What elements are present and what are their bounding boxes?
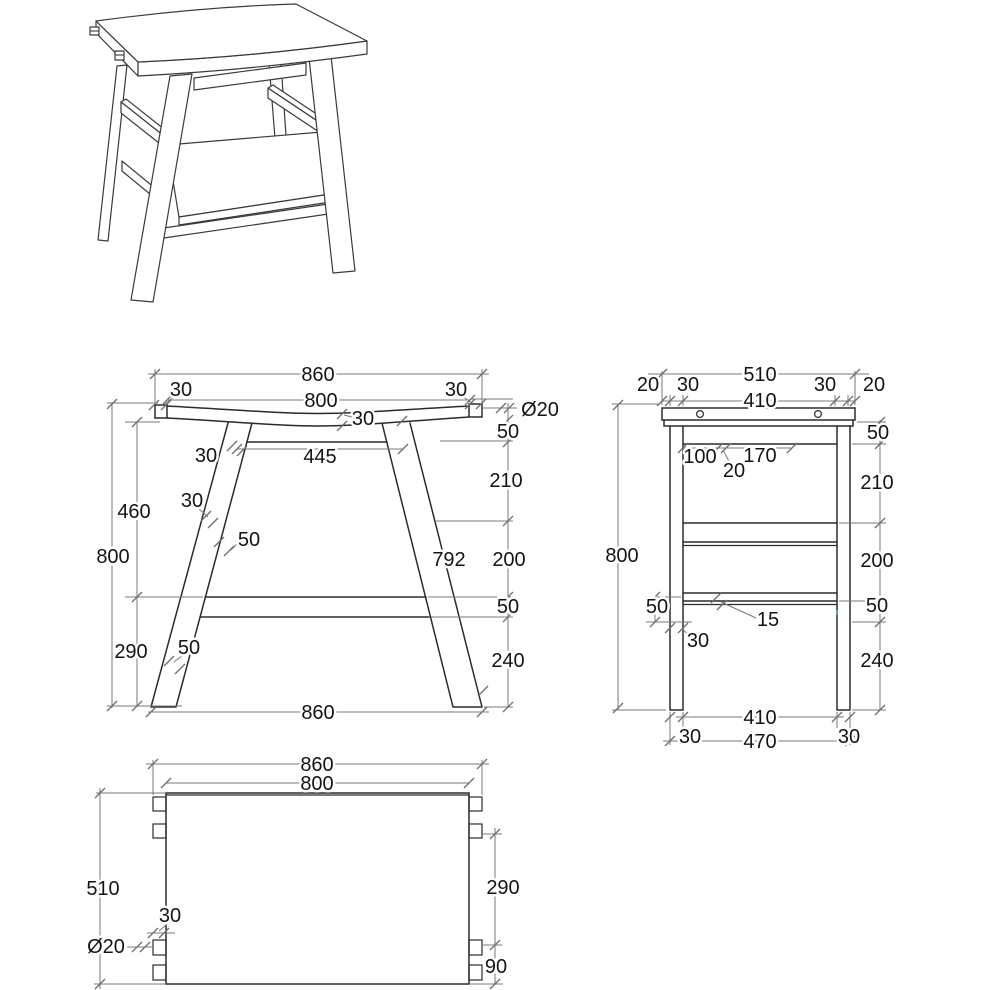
dim-side-overall-height: 800 bbox=[605, 545, 639, 567]
side-left-leg bbox=[670, 426, 683, 710]
dim-front-overall-width: 860 bbox=[301, 364, 335, 386]
dim-front-stretcher-height: 50 bbox=[496, 596, 520, 618]
dim-side-stretcher-height: 50 bbox=[865, 595, 889, 617]
dim-side-foot-left: 30 bbox=[678, 726, 702, 748]
front-view bbox=[96, 364, 559, 724]
dim-side-hole-diameter: 20 bbox=[722, 460, 746, 482]
plan-view bbox=[86, 754, 519, 989]
dim-front-upper-height: 460 bbox=[117, 501, 151, 523]
dim-front-leg-length: 792 bbox=[432, 549, 466, 571]
dim-side-leg-right: 30 bbox=[813, 374, 837, 396]
seat-lip bbox=[664, 420, 853, 426]
side-view bbox=[605, 364, 893, 753]
seat-right-cap bbox=[469, 404, 482, 417]
side-upper-stretcher bbox=[683, 523, 837, 542]
seat-outline bbox=[166, 793, 469, 984]
leg-tab-right-3 bbox=[469, 940, 482, 955]
dowel-hole-1 bbox=[697, 411, 704, 418]
dim-side-overhang-right: 20 bbox=[862, 374, 886, 396]
dim-front-feet-span: 860 bbox=[301, 702, 335, 724]
seat-bottom-edge bbox=[167, 417, 469, 426]
dim-front-lower-height: 290 bbox=[114, 641, 148, 663]
dim-side-inner-span-top: 410 bbox=[743, 390, 777, 412]
dim-side-inner-span-bottom: 410 bbox=[743, 707, 777, 729]
dim-side-leg-width-low: 30 bbox=[686, 630, 710, 652]
dim-side-hole-spacing: 170 bbox=[743, 445, 777, 467]
dim-side-outer-span-bottom: 470 bbox=[743, 731, 777, 753]
leg-tab-left-4 bbox=[153, 965, 166, 980]
dim-front-gap-200: 200 bbox=[492, 549, 526, 571]
dim-front-leg-width: 50 bbox=[237, 529, 261, 551]
dim-side-shelf-thickness: 15 bbox=[756, 609, 780, 631]
dim-side-seat-depth: 510 bbox=[743, 364, 777, 386]
side-right-leg bbox=[837, 426, 850, 710]
dim-side-leg-left: 30 bbox=[676, 374, 700, 396]
dim-front-dowel-diameter: Ø20 bbox=[521, 399, 559, 421]
leg-tab-left-2 bbox=[153, 824, 166, 838]
seat-left-cap bbox=[155, 405, 167, 418]
dim-front-gap-210: 210 bbox=[489, 470, 523, 492]
dim-side-overhang-left: 20 bbox=[636, 374, 660, 396]
dim-side-left-stretcher: 50 bbox=[645, 596, 669, 618]
dim-front-overhang-right: 30 bbox=[444, 379, 468, 401]
plan-view-geometry bbox=[153, 793, 482, 984]
dim-front-leg-thickness: 30 bbox=[180, 490, 204, 512]
dim-side-gap-200: 200 bbox=[860, 550, 894, 572]
dim-side-foot-right: 30 bbox=[837, 726, 861, 748]
dim-front-overhang-left: 30 bbox=[169, 379, 193, 401]
dim-front-rail-span: 445 bbox=[303, 446, 337, 468]
dim-plan-dowel-diameter: Ø20 bbox=[87, 936, 125, 958]
leg-tab-right-2 bbox=[469, 824, 482, 838]
dim-plan-leg-spacing: 290 bbox=[486, 877, 520, 899]
side-shelf-edge bbox=[683, 593, 837, 601]
dowel-hole-2 bbox=[815, 411, 822, 418]
dim-side-hole-offset: 100 bbox=[683, 446, 717, 468]
dim-front-overall-height: 800 bbox=[96, 546, 130, 568]
dim-plan-offset-90: 90 bbox=[484, 956, 508, 978]
leg-tab-right-1 bbox=[469, 797, 482, 811]
dim-front-clearance: 240 bbox=[491, 650, 525, 672]
dim-side-gap-210: 210 bbox=[860, 472, 894, 494]
dim-side-clearance: 240 bbox=[860, 650, 894, 672]
dim-front-seat-width: 800 bbox=[304, 390, 338, 412]
dim-plan-seat-width: 800 bbox=[300, 773, 334, 795]
leg-tab-right-4 bbox=[469, 965, 482, 980]
dim-side-rail-height: 50 bbox=[866, 422, 890, 444]
leg-tab-left-3 bbox=[153, 940, 166, 955]
back-left-leg bbox=[98, 65, 127, 241]
dim-front-rail-height: 50 bbox=[496, 421, 520, 443]
dim-front-seat-thickness: 30 bbox=[351, 408, 375, 430]
perspective-view bbox=[90, 4, 367, 302]
dim-plan-depth: 510 bbox=[86, 878, 120, 900]
dim-front-leg-top-width: 30 bbox=[194, 445, 218, 467]
plan-view-dimensions bbox=[86, 754, 519, 989]
dim-front-foot-width: 50 bbox=[177, 637, 201, 659]
dim-plan-overall-width: 860 bbox=[300, 754, 334, 776]
stretcher bbox=[200, 597, 429, 617]
dim-plan-gap-30: 30 bbox=[158, 905, 182, 927]
leg-tab-left-1 bbox=[153, 797, 166, 811]
